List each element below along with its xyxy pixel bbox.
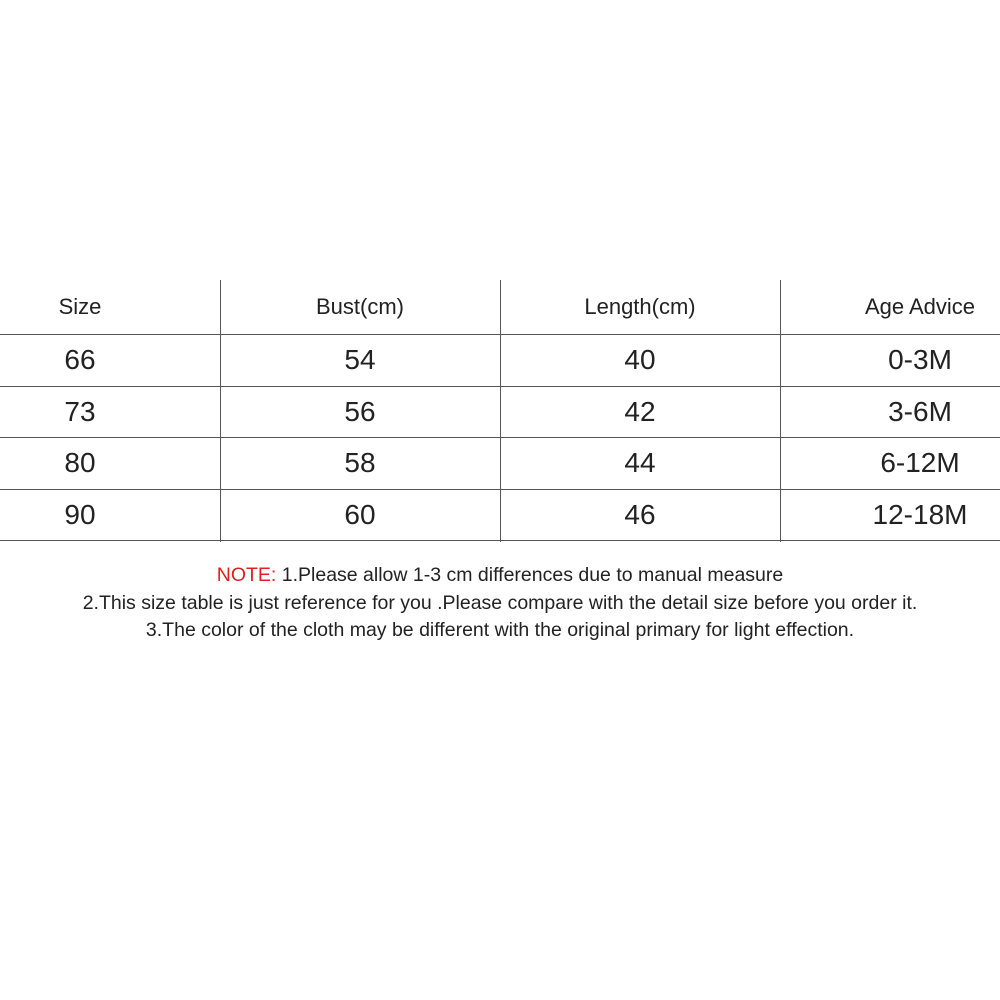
cell-age-advice: 0-3M xyxy=(888,344,952,376)
column-divider xyxy=(500,280,501,542)
cell-size: 90 xyxy=(64,498,96,530)
cell-bust: 58 xyxy=(344,447,376,479)
column-divider xyxy=(220,280,221,542)
note-line-1 xyxy=(0,562,1000,590)
cell-size: 73 xyxy=(64,395,96,427)
cell-length: 40 xyxy=(624,344,656,376)
header-bust: Bust(cm) xyxy=(316,294,404,319)
cell-size: 80 xyxy=(64,447,96,479)
column-divider xyxy=(780,280,781,542)
cell-bust: 60 xyxy=(344,498,376,530)
cell-bust: 54 xyxy=(344,344,376,376)
cell-age-advice: 6-12M xyxy=(880,447,960,479)
cell-size: 66 xyxy=(64,344,96,376)
note-prefix: NOTE: xyxy=(216,564,277,586)
header-size: Size xyxy=(58,294,102,319)
size-notes xyxy=(0,562,1000,645)
header-length: Length(cm) xyxy=(584,294,696,319)
cell-length: 46 xyxy=(624,498,656,530)
cell-age-advice: 3-6M xyxy=(888,395,952,427)
note-line-2: 2.This size table is just reference for you .Please compare with the detail size before you order it. xyxy=(82,591,918,614)
note-text-1: 1.Please allow 1-3 cm differences due to manual measure xyxy=(276,564,784,586)
note-line-3: 3.The color of the cloth may be different with the original primary for light effection. xyxy=(145,619,855,641)
cell-bust: 56 xyxy=(344,395,376,427)
cell-length: 42 xyxy=(624,395,656,427)
cell-age-advice: 12-18M xyxy=(872,498,968,530)
cell-length: 44 xyxy=(624,447,656,479)
header-age-advice: Age Advice xyxy=(864,294,976,319)
